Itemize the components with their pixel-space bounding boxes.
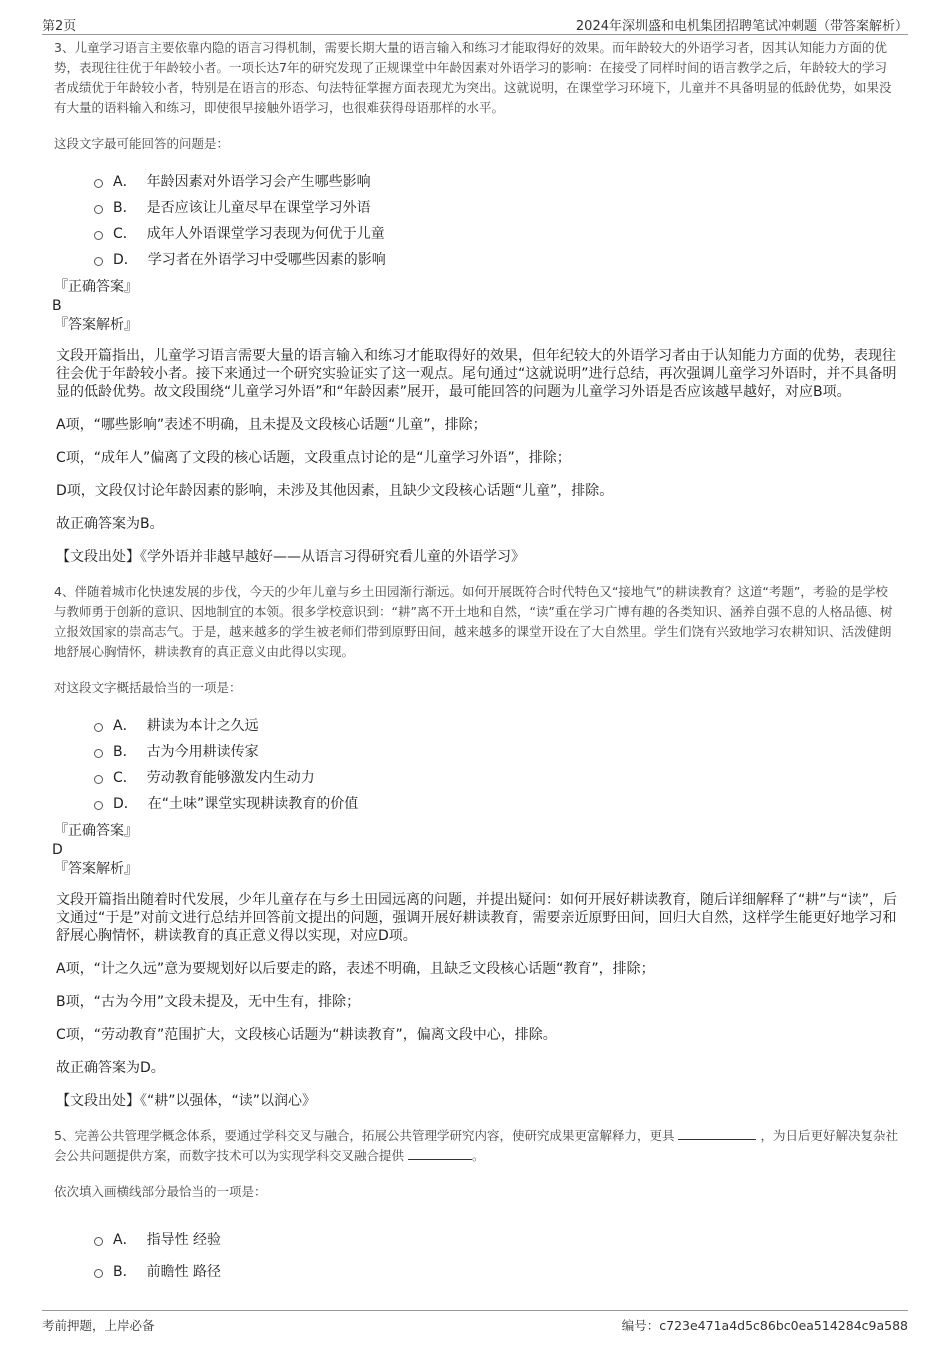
analysis-paragraph: 故正确答案为D。 — [56, 1060, 165, 1076]
radio-icon[interactable] — [94, 723, 103, 732]
question-stem: 3、儿童学习语言主要依靠内隐的语言习得机制，需要长期大量的语言输入和练习才能取得好的效果。而年龄较大的外语学习者，因其认知能力方面的优势，表现往往优于年龄较小者。一项长达7年的研究发现了正规课堂中年龄因素对外语学习的影响：在接受了同样时间的语言教学之后，年龄较大的学习者成绩优于年龄较小者，特别是在语言的形态、句法特征掌握方面表现尤为突出。这就说明，在课堂学习环境下，儿童并不具备明显的低龄优势，如果没有大量的语料输入和练习，即使很早接触外语学习，也很难获得母语那样的水平。 — [54, 40, 892, 115]
question-4 — [54, 582, 898, 1110]
radio-icon[interactable] — [94, 801, 103, 810]
question-prompt: 这段文字最可能回答的问题是： — [54, 136, 230, 151]
analysis-paragraph: C项，“成年人”偏离了文段的核心话题，文段重点讨论的是“儿童学习外语”，排除； — [56, 450, 571, 466]
option-d[interactable]: D． 在“土味”课堂实现耕读教育的价值 — [94, 790, 898, 816]
fill-blank-2[interactable] — [408, 1147, 472, 1160]
option-list — [94, 712, 898, 816]
page-header — [42, 12, 908, 35]
analysis-paragraph: 文段开篇指出，儿童学习语言需要大量的语言输入和练习才能取得好的效果，但年纪较大的外语学习者由于认知能力方面的优势，表现往往会优于年龄较小者。接下来通过一个研究实验证实了这一观点。尾句通过“这就说明”进行总结，再次强调儿童学习外语时，并不具备明显的低龄优势。故文段围绕“儿童学习外语”和“年龄因素”展开，最可能回答的问题为儿童学习外语是否应该越早越好，对应B项。 — [56, 348, 897, 400]
question-stem: 5、完善公共管理学概念体系，要通过学科交叉与融合，拓展公共管理学研究内容，使研究成果更富解释力，更具 ，为日后更好解决复杂社会公共问题提供方案，而数字技术可以为实现学科交叉融合提供 。 — [54, 1128, 898, 1163]
radio-icon[interactable] — [94, 775, 103, 784]
analysis-label: 『答案解析』 — [54, 317, 138, 333]
analysis-paragraph: C项，“劳动教育”范围扩大，文段核心话题为“耕读教育”，偏离文段中心，排除。 — [56, 1027, 557, 1043]
analysis-paragraph: A项，“哪些影响”表述不明确，且未提及文段核心话题“儿童”，排除； — [56, 417, 487, 433]
document-title: 2024年深圳盛和电机集团招聘笔试冲刺题（带答案解析） — [575, 19, 908, 34]
fill-blank-1[interactable] — [678, 1127, 756, 1140]
option-a[interactable]: A． 耕读为本计之久远 — [94, 712, 898, 738]
option-a[interactable]: A． 年龄因素对外语学习会产生哪些影响 — [94, 168, 898, 194]
option-c[interactable]: C． 成年人外语课堂学习表现为何优于儿童 — [94, 220, 898, 246]
answer-label: 『正确答案』 — [54, 823, 138, 839]
question-3 — [54, 38, 898, 566]
option-b[interactable]: B． 是否应该让儿童尽早在课堂学习外语 — [94, 194, 898, 220]
page-number: 第2页 — [42, 19, 77, 34]
analysis-paragraph: 故正确答案为B。 — [56, 516, 164, 532]
page-content — [54, 38, 898, 1284]
source-citation: 【文段出处】《学外语并非越早越好——从语言习得研究看儿童的外语学习》 — [56, 549, 525, 565]
analysis-paragraph: A项，“计之久远”意为要规划好以后要走的路，表述不明确，且缺乏文段核心话题“教育”，排除； — [56, 961, 655, 977]
serial-number: 编号：c723e471a4d5c86bc0ea514284c9a588 — [621, 1318, 908, 1333]
radio-icon[interactable] — [94, 749, 103, 758]
radio-icon[interactable] — [94, 179, 103, 188]
option-d[interactable]: D． 学习者在外语学习中受哪些因素的影响 — [94, 246, 898, 272]
option-list — [94, 1220, 898, 1284]
radio-icon[interactable] — [94, 1237, 103, 1246]
question-prompt: 对这段文字概括最恰当的一项是： — [54, 680, 242, 695]
option-list — [94, 168, 898, 272]
page-footer — [42, 1310, 908, 1337]
question-5 — [54, 1126, 898, 1284]
answer-value: D — [52, 842, 63, 858]
analysis-paragraph: D项，文段仅讨论年龄因素的影响，未涉及其他因素，且缺少文段核心话题“儿童”，排除。 — [56, 483, 614, 499]
analysis-paragraph: 文段开篇指出随着时代发展，少年儿童存在与乡土田园远离的问题，并提出疑问：如何开展好耕读教育，随后详细解释了“耕”与“读”，后文通过“于是”对前文进行总结并回答前文提出的问题，强调开展好耕读教育，需要亲近原野田间，回归大自然，这样学生能更好地学习和舒展心胸情怀，耕读教育的真正意义得以实现，对应D项。 — [56, 892, 898, 944]
radio-icon[interactable] — [94, 257, 103, 266]
option-a[interactable]: A． 指导性 经验 — [94, 1220, 898, 1258]
answer-value: B — [52, 298, 62, 314]
option-c[interactable]: C． 劳动教育能够激发内生动力 — [94, 764, 898, 790]
footer-slogan: 考前押题，上岸必备 — [42, 1318, 155, 1333]
answer-label: 『正确答案』 — [54, 279, 138, 295]
radio-icon[interactable] — [94, 1269, 103, 1278]
option-b[interactable]: B． 古为今用耕读传家 — [94, 738, 898, 764]
radio-icon[interactable] — [94, 231, 103, 240]
analysis-label: 『答案解析』 — [54, 861, 138, 877]
radio-icon[interactable] — [94, 205, 103, 214]
analysis-paragraph: B项，“古为今用”文段未提及，无中生有，排除； — [56, 994, 361, 1010]
option-b[interactable]: B． 前瞻性 路径 — [94, 1258, 898, 1284]
question-stem: 4、伴随着城市化快速发展的步伐，今天的少年儿童与乡土田园渐行渐远。如何开展既符合时代特色又“接地气”的耕读教育？这道“考题”，考验的是学校与教师勇于创新的意识、因地制宜的本领。很多学校意识到：“耕”离不开土地和自然，“读”重在学习广博有趣的各类知识、涵养自强不息的人格品德、树立报效国家的崇高志气。于是，越来越多的学生被老师们带到原野田间，越来越多的课堂开设在了大自然里。学生们饶有兴致地学习农耕知识、活泼健朗地舒展心胸情怀，耕读教育的真正意义由此得以实现。 — [54, 584, 893, 659]
question-prompt: 依次填入画横线部分最恰当的一项是： — [54, 1184, 267, 1199]
source-citation: 【文段出处】《“耕”以强体，“读”以润心》 — [56, 1093, 317, 1109]
